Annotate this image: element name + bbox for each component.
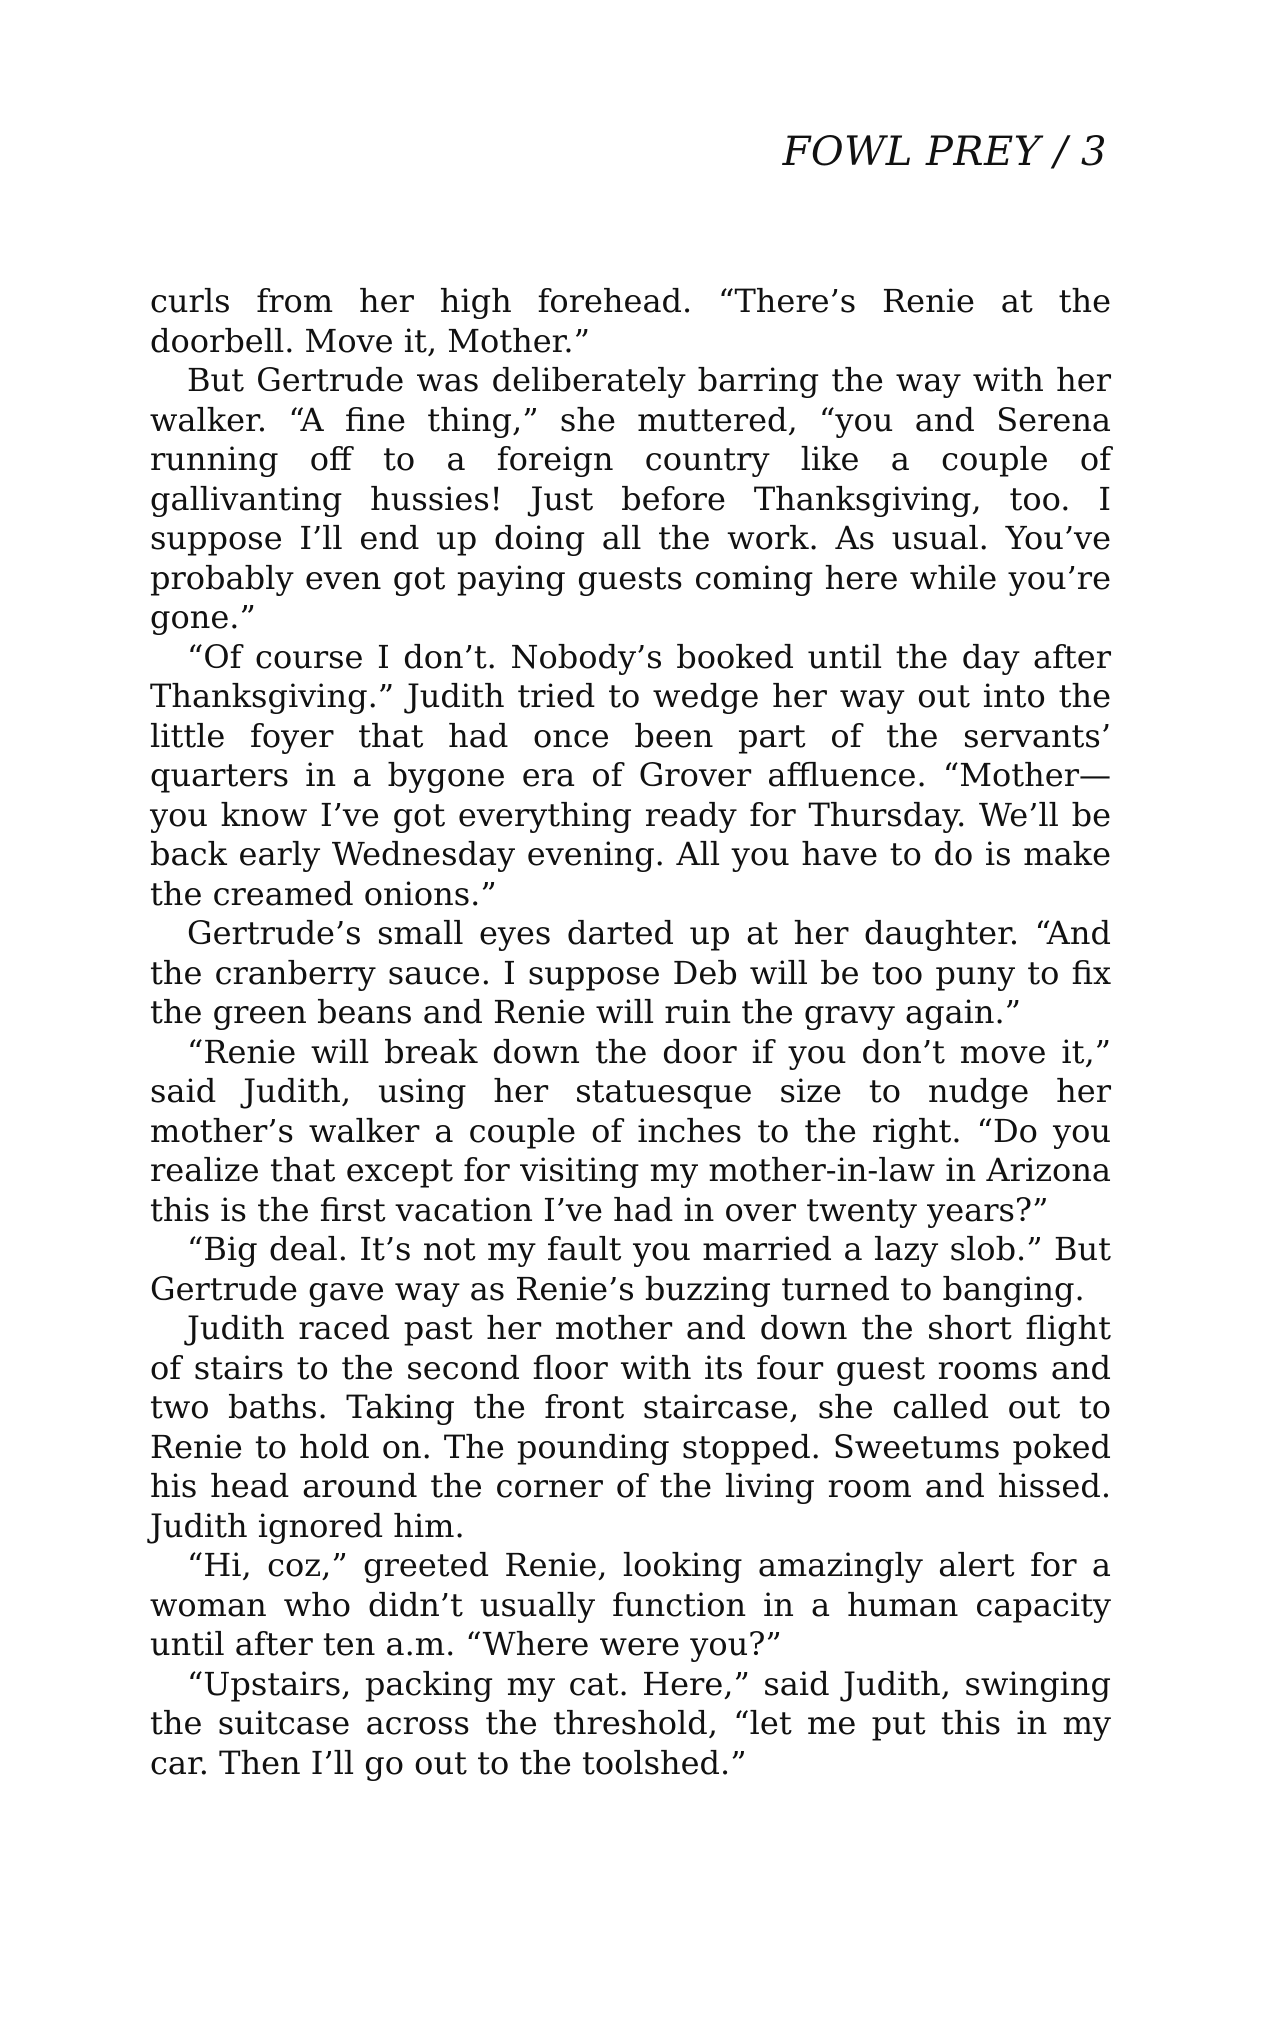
paragraph: “Renie will break down the door if you don’t move it,” said Judith, using her statuesque size to nudge her mother’s walker a couple of inches to the right. “Do you realize that except for visiting my mother-in-law in Arizona this is the first vacation I’ve had in over twenty years?” xyxy=(150,1032,1111,1229)
paragraph: “Of course I don’t. Nobody’s booked until the day after Thanksgiving.” Judith tried to wedge her way out into the little foyer that had once been part of the servants’ quarters in a bygone era of Grover affluence. “Mother—you know I’ve got everything ready for Thursday. We’ll be back early Wednesday evening. All you have to do is make the creamed onions.” xyxy=(150,637,1111,913)
paragraph: “Big deal. It’s not my fault you married a lazy slob.” But Gertrude gave way as Renie’s buzzing turned to banging. xyxy=(150,1230,1111,1308)
paragraph: Judith raced past her mother and down the short flight of stairs to the second floor with its four guest rooms and two baths. Taking the front staircase, she called out to Renie to hold on. The pounding stopped. Sweetums poked his head around the corner of the living room and hissed. Judith ignored him. xyxy=(150,1309,1111,1545)
paragraph: Gertrude’s small eyes darted up at her daughter. “And the cranberry sauce. I suppose Deb will be too puny to fix the green beans and Renie will ruin the gravy again.” xyxy=(150,914,1111,1031)
paragraph: “Hi, coz,” greeted Renie, looking amazingly alert for a woman who didn’t usually function in a human capacity until after ten a.m. “Where were you?” xyxy=(150,1546,1111,1663)
body-text xyxy=(150,282,1111,1783)
running-head: FOWL PREY / 3 xyxy=(782,129,1107,175)
paragraph: But Gertrude was deliberately barring the way with her walker. “A fine thing,” she muttered, “you and Serena running off to a foreign country like a couple of gallivanting hussies! Just before Thanksgiving, too. I suppose I’ll end up doing all the work. As usual. You’ve probably even got paying guests coming here while you’re gone.” xyxy=(150,361,1111,636)
paragraph: curls from her high forehead. “There’s Renie at the doorbell. Move it, Mother.” xyxy=(150,282,1111,360)
paragraph: “Upstairs, packing my cat. Here,” said Judith, swinging the suitcase across the threshold, “let me put this in my car. Then I’ll go out to the toolshed.” xyxy=(150,1664,1111,1782)
